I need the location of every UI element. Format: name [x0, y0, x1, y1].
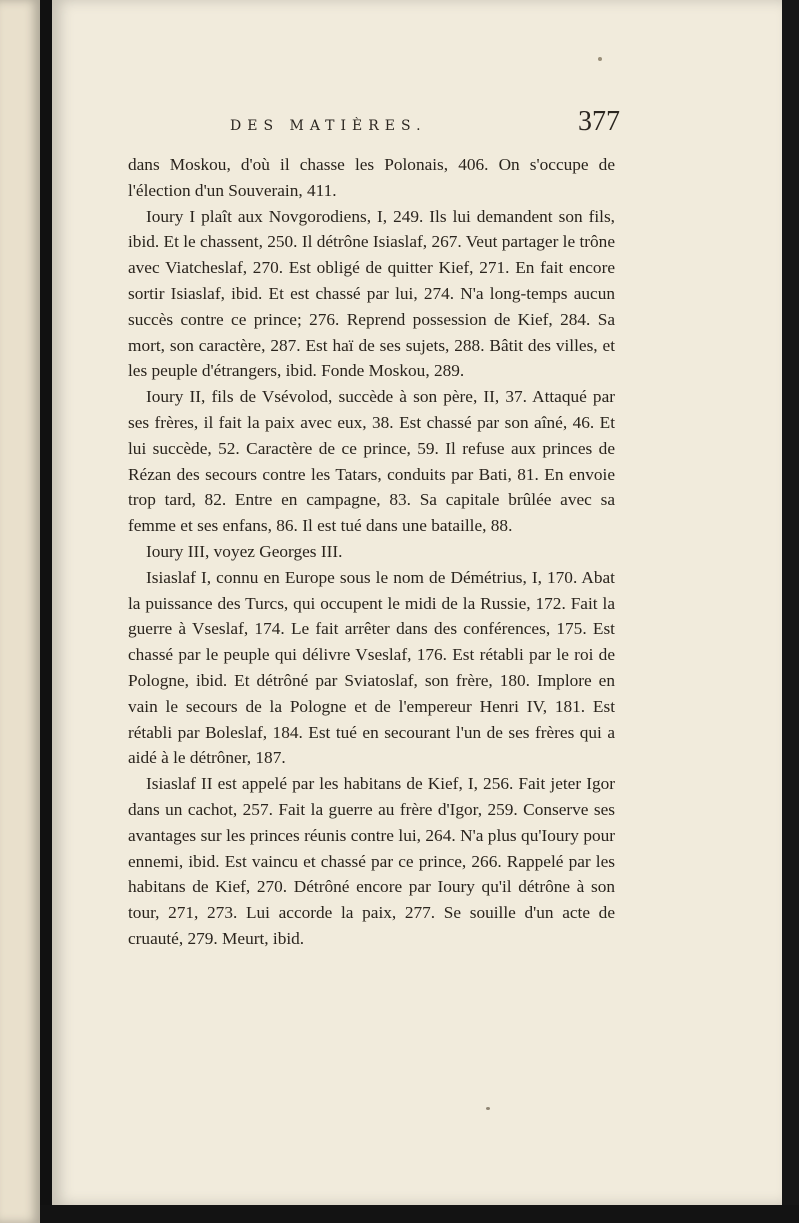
- index-entries: [128, 152, 615, 952]
- page-number: 377: [578, 106, 620, 137]
- paper-speck: [598, 57, 602, 61]
- page-border-right: [782, 0, 799, 1223]
- index-entry: dans Moskou, d'où il chasse les Polonais, 406. On s'occupe de l'élection d'un Souverain, 411.: [128, 155, 615, 200]
- index-entry: Isiaslaf I, connu en Europe sous le nom de Démétrius, I, 170. Abat la puissance des Turcs, qui occupent le midi de la Russie, 172. Fait la guerre à Vseslaf, 174. Le fait arrêter dans des conférences, 175. Est chassé par le peuple qui délivre Vseslaf, 176. Est rétabli par le roi de Pologne, ibid. Et détrôné par Sviatoslaf, son frère, 180. Implore en vain le secours de la Pologne et de l'empereur Henri IV, 181. Est rétabli par Boleslaf, 184. Est tué en secourant l'un de ses frères qui a aidé à le détrôner, 187.: [128, 567, 615, 768]
- facing-page-edge: [0, 0, 40, 1223]
- index-entry: Ioury III, voyez Georges III.: [146, 541, 343, 561]
- running-title: DES MATIÈRES.: [230, 118, 427, 134]
- book-gutter: [40, 0, 52, 1223]
- page-border-bottom: [40, 1205, 799, 1223]
- index-entry: Ioury I plaît aux Novgorodiens, I, 249. Ils lui demandent son fils, ibid. Et le chassent, 250. Il détrône Isiaslaf, 267. Veut partager le trône avec Viatcheslaf, 270. Est obligé de quitter Kief, 271. En fait encore sortir Isiaslaf, ibid. Et est chassé par lui, 274. N'a long-temps aucun succès contre ce prince; 276. Reprend possession de Kief, 284. Sa mort, son caractère, 287. Est haï de ses sujets, 288. Bâtit des villes, et les peuple d'étrangers, ibid. Fonde Moskou, 289.: [128, 206, 615, 381]
- index-entry: Isiaslaf II est appelé par les habitans de Kief, I, 256. Fait jeter Igor dans un cachot, 257. Fait la guerre au frère d'Igor, 259. Conserve ses avantages sur les princes réunis contre lui, 264. N'a plus qu'Ioury pour ennemi, ibid. Est vaincu et chassé par ce prince, 266. Rappelé par les habitans de Kief, 270. Détrôné encore par Ioury qu'il détrône à son tour, 271, 273. Lui accorde la paix, 277. Se souille d'un acte de cruauté, 279. Meurt, ibid.: [128, 774, 615, 948]
- paper-speck: [486, 1107, 490, 1110]
- index-entry: Ioury II, fils de Vsévolod, succède à son père, II, 37. Attaqué par ses frères, il fait la paix avec eux, 38. Est chassé par son aîné, 46. Et lui succède, 52. Caractère de ce prince, 59. Il refuse aux princes de Rézan des secours contre les Tatars, conduits par Bati, 81. En envoie trop tard, 82. Entre en campagne, 83. Sa capitale brûlée avec sa femme et ses enfans, 86. Il est tué dans une bataille, 88.: [128, 387, 615, 536]
- running-header: [230, 106, 620, 146]
